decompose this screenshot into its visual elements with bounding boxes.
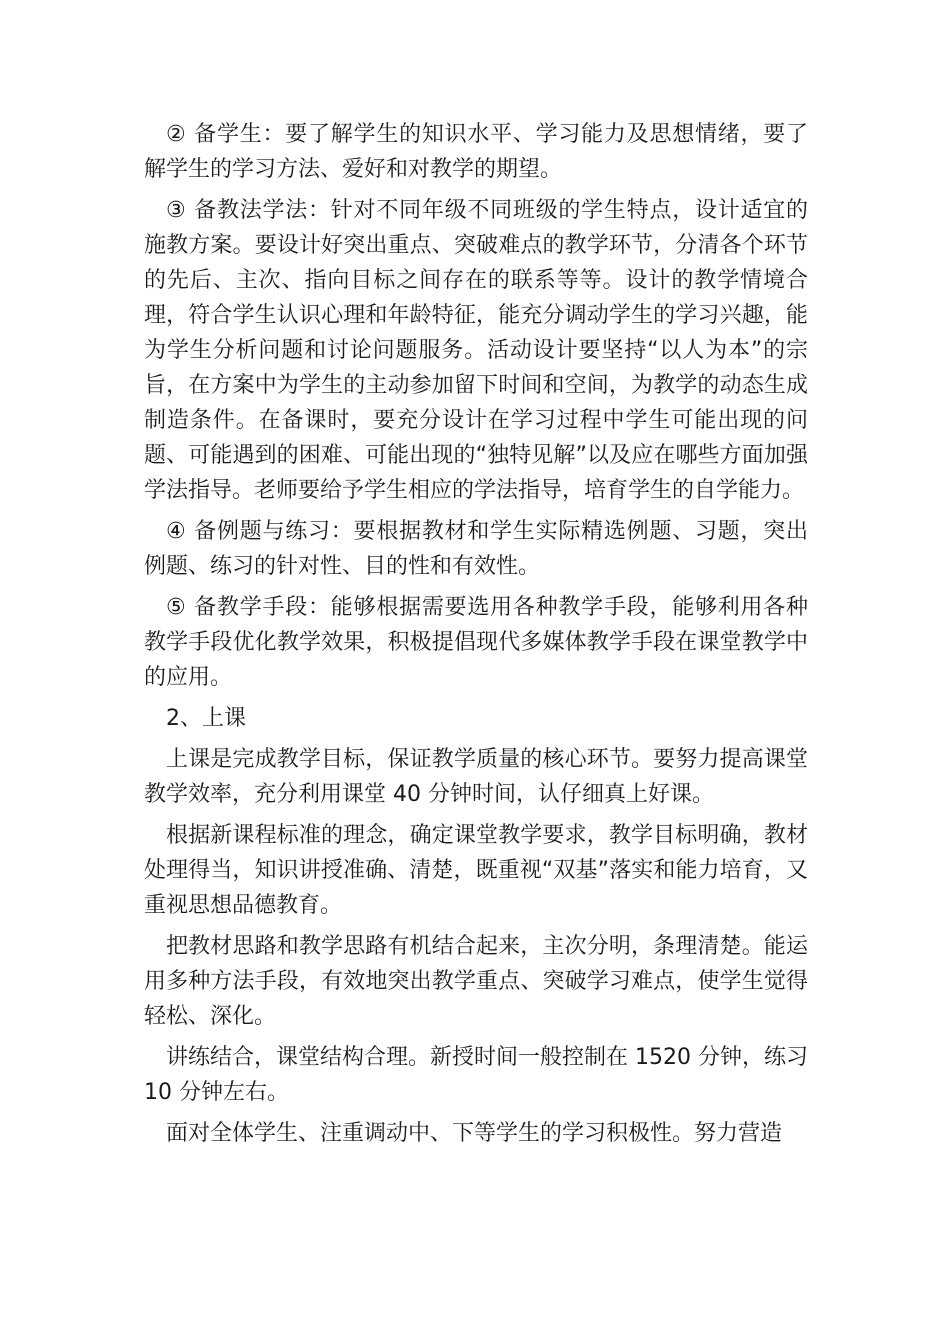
paragraph-class-timing: 讲练结合，课堂结构合理。新授时间一般控制在 1520 分钟，练习 10 分钟左右。 xyxy=(144,1045,808,1105)
document-body xyxy=(144,117,808,1157)
paragraph-class-core: 上课是完成教学目标，保证教学质量的核心环节。要努力提高课堂教学效率，充分利用课堂 40 分钟时间，认仔细真上好课。 xyxy=(144,747,808,807)
section-heading-class: 2、上课 xyxy=(166,706,246,731)
paragraph-prepare-methods: ③ 备教法学法：针对不同年级不同班级的学生特点，设计适宜的施教方案。要设计好突出重点、突破难点的教学环节，分清各个环节的先后、主次、指向目标之间存在的联系等等。设计的教学情境合理，符合学生认识心理和年龄特征，能充分调动学生的学习兴趣，能为学生分析问题和讨论问题服务。活动设计要坚持“以人为本”的宗旨，在方案中为学生的主动参加留下时间和空间，为教学的动态生成制造条件。在备课时，要充分设计在学习过程中学生可能出现的问题、可能遇到的困难、可能出现的“独特见解”以及应在哪些方面加强学法指导。老师要给予学生相应的学法指导，培育学生的自学能力。 xyxy=(144,198,808,503)
paragraph-class-all-students: 面对全体学生、注重调动中、下等学生的学习积极性。努力营造 xyxy=(166,1121,783,1146)
paragraph-prepare-media: ⑤ 备教学手段：能够根据需要选用各种教学手段，能够利用各种教学手段优化教学效果，积极提倡现代多媒体教学手段在课堂教学中的应用。 xyxy=(144,595,808,690)
paragraph-class-standards: 根据新课程标准的理念，确定课堂教学要求，教学目标明确，教材处理得当，知识讲授准确、清楚，既重视“双基”落实和能力培育，又重视思想品德教育。 xyxy=(144,823,808,918)
paragraph-class-structure: 把教材思路和教学思路有机结合起来，主次分明，条理清楚。能运用多种方法手段，有效地突出教学重点、突破学习难点，使学生觉得轻松、深化。 xyxy=(144,934,808,1029)
paragraph-prepare-students: ② 备学生：要了解学生的知识水平、学习能力及思想情绪，要了解学生的学习方法、爱好和对教学的期望。 xyxy=(144,122,808,182)
paragraph-prepare-exercises: ④ 备例题与练习：要根据教材和学生实际精选例题、习题，突出例题、练习的针对性、目的性和有效性。 xyxy=(144,519,808,579)
